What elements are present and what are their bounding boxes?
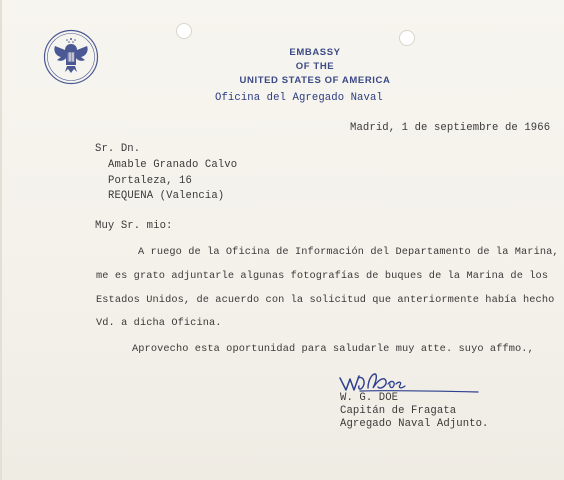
recipient-street: Portaleza, 16 bbox=[108, 175, 192, 187]
letter-salutation: Muy Sr. mio: bbox=[95, 220, 173, 232]
office-name: Oficina del Agregado Naval bbox=[215, 92, 383, 104]
body-line: Vd. a dicha Oficina. bbox=[96, 317, 222, 329]
recipient-city: REQUENA (Valencia) bbox=[108, 190, 225, 202]
embassy-heading: EMBASSY bbox=[289, 47, 341, 58]
letter-date: Madrid, 1 de septiembre de 1966 bbox=[350, 122, 551, 134]
paper-edge bbox=[0, 0, 2, 480]
punch-hole-left bbox=[176, 23, 192, 39]
signer-position: Agregado Naval Adjunto. bbox=[340, 418, 489, 430]
recipient-name: Amable Granado Calvo bbox=[108, 159, 238, 171]
signer-name: W. G. DOE bbox=[340, 392, 399, 404]
embassy-heading-of-the: OF THE bbox=[295, 61, 335, 72]
closing-line: Aprovecho esta oportunidad para saludarle muy atte. suyo affmo., bbox=[132, 343, 534, 355]
body-line: A ruego de la Oficina de Información del Departamento de la Marina, bbox=[138, 246, 559, 258]
signer-rank: Capitán de Fragata bbox=[340, 405, 457, 417]
body-line: me es grato adjuntarle algunas fotografías de buques de la Marina de los bbox=[96, 270, 549, 282]
embassy-heading-country: UNITED STATES OF AMERICA bbox=[239, 75, 391, 86]
recipient-salutation-title: Sr. Dn. bbox=[95, 143, 141, 155]
punch-hole-right bbox=[399, 30, 415, 46]
body-line: Estados Unidos, de acuerdo con la solicitud que anteriormente había hecho bbox=[96, 294, 555, 306]
great-seal-icon bbox=[43, 29, 99, 85]
